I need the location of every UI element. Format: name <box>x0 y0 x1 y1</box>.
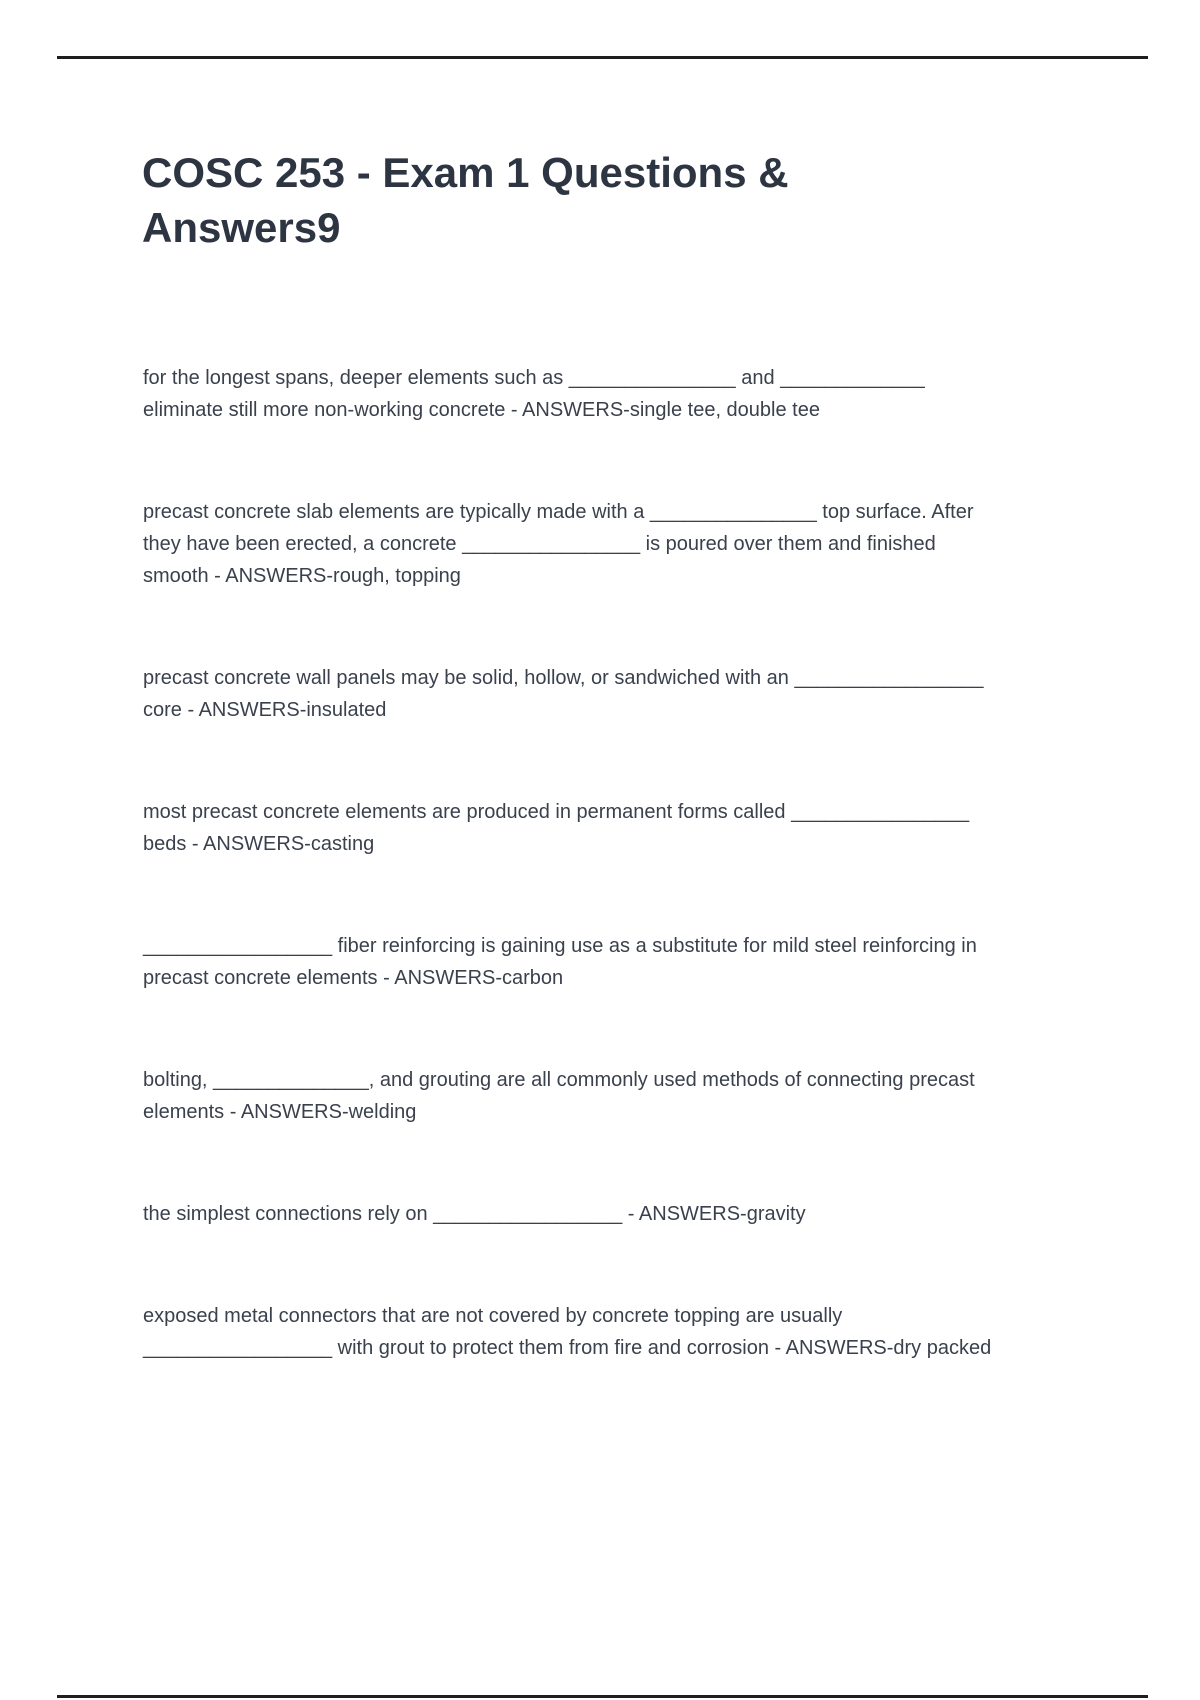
question-line: core - ANSWERS-insulated <box>143 699 387 721</box>
question-line: exposed metal connectors that are not covered by concrete topping are usually <box>143 1305 843 1327</box>
question-2 <box>143 496 974 592</box>
question-line: the simplest connections rely on _________________ - ANSWERS-gravity <box>143 1203 806 1225</box>
question-1 <box>143 362 925 426</box>
question-6 <box>143 1064 975 1128</box>
question-line: elements - ANSWERS-welding <box>143 1101 417 1123</box>
top-divider <box>57 56 1148 59</box>
question-3 <box>143 662 984 726</box>
question-line: for the longest spans, deeper elements such as _______________ and _____________ <box>143 367 925 389</box>
question-line: precast concrete wall panels may be solid, hollow, or sandwiched with an _________________ <box>143 667 984 689</box>
question-line: precast concrete slab elements are typically made with a _______________ top surface. After <box>143 501 974 523</box>
question-line: _________________ fiber reinforcing is gaining use as a substitute for mild steel reinforcing in <box>143 935 977 957</box>
question-8 <box>143 1300 991 1364</box>
question-line: smooth - ANSWERS-rough, topping <box>143 565 461 587</box>
bottom-divider <box>57 1695 1148 1698</box>
question-line: bolting, ______________, and grouting are all commonly used methods of connecting precast <box>143 1069 975 1091</box>
page-title-line-1: COSC 253 - Exam 1 Questions & <box>142 149 789 196</box>
page-title-line-2: Answers9 <box>142 204 341 251</box>
question-5 <box>143 930 977 994</box>
question-line: precast concrete elements - ANSWERS-carbon <box>143 967 564 989</box>
question-line: eliminate still more non-working concrete - ANSWERS-single tee, double tee <box>143 399 820 421</box>
question-4 <box>143 796 969 860</box>
question-line: beds - ANSWERS-casting <box>143 833 375 855</box>
question-line: _________________ with grout to protect them from fire and corrosion - ANSWERS-dry packed <box>143 1337 992 1359</box>
question-line: they have been erected, a concrete ________________ is poured over them and finished <box>143 533 936 555</box>
question-line: most precast concrete elements are produced in permanent forms called ________________ <box>143 801 970 823</box>
page-title <box>142 145 789 255</box>
question-7 <box>143 1198 806 1230</box>
